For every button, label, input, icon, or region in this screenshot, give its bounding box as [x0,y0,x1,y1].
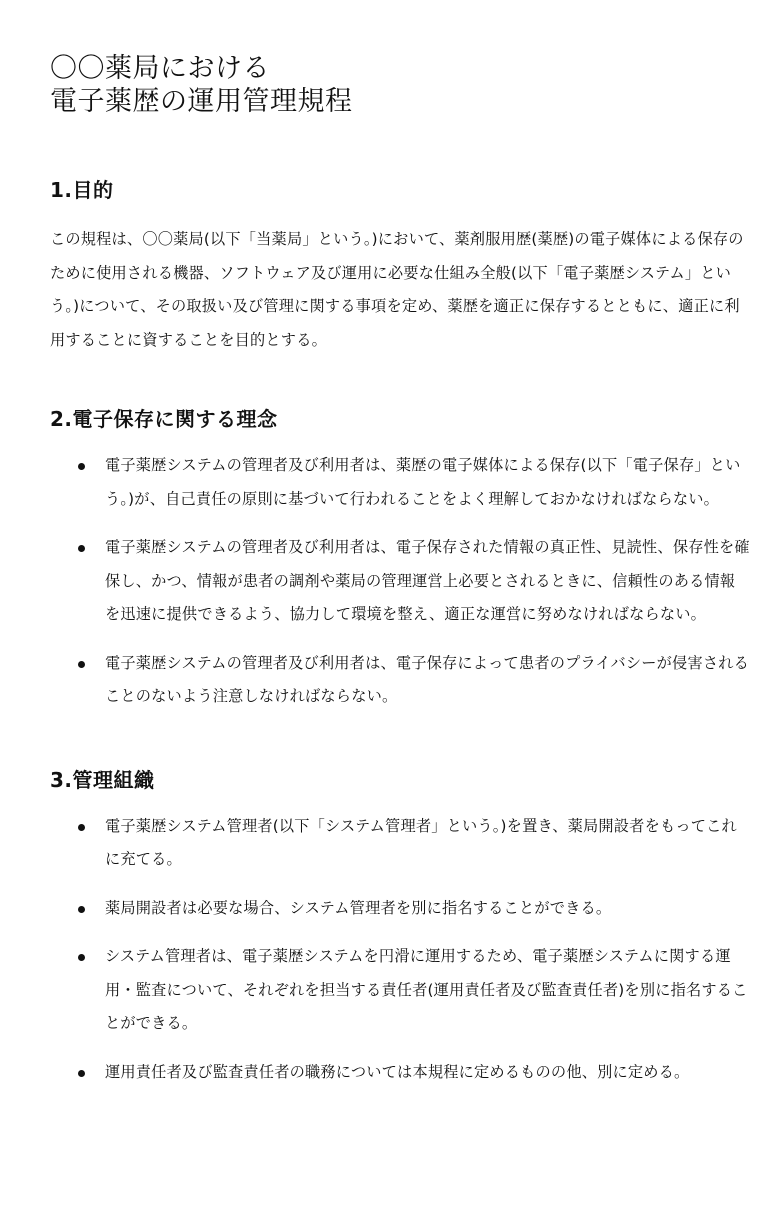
list-item [50,1056,750,1090]
list-item-text: 電子薬歴システムの管理者及び利用者は、電子保存によって患者のプライバシーが侵害されることのないよう注意しなければならない。 [105,653,749,705]
document-title-line-2: 電子薬歴の運用管理規程 [50,86,353,117]
document-title-line-1: 〇〇薬局における [50,53,270,84]
list-item-text: 薬局開設者は必要な場合、システム管理者を別に指名することができる。 [105,898,612,917]
bullet-icon [78,545,85,552]
list-item [50,531,750,632]
section-management-organization [50,768,750,1090]
bullet-icon [78,954,85,961]
list-item-text: 電子薬歴システムの管理者及び利用者は、電子保存された情報の真正性、見読性、保存性を確保し、かつ、情報が患者の調剤や薬局の管理運営上必要とされるときに、信頼性のある情報を迅速に提供できるよう、協力して環境を整え、適正な運営に努めなければならない。 [105,538,750,623]
list-item-text: システム管理者は、電子薬歴システムを円滑に運用するため、電子薬歴システムに関する運用・監査について、それぞれを担当する責任者(運用責任者及び監査責任者)を別に指名することができる。 [105,947,748,1032]
section-heading: 2.電子保存に関する理念 [50,407,278,431]
bullet-list [50,810,750,1090]
bullet-icon [78,906,85,913]
document-title [50,52,750,118]
section-heading: 1.目的 [50,178,114,202]
list-item [50,647,750,714]
bullet-icon [78,824,85,831]
bullet-icon [78,661,85,668]
list-item-text: 電子薬歴システム管理者(以下「システム管理者」という。)を置き、薬局開設者をもってこれに充てる。 [105,816,737,868]
list-item-text: 電子薬歴システムの管理者及び利用者は、薬歴の電子媒体による保存(以下「電子保存」という。)が、自己責任の原則に基づいて行われることをよく理解しておかなければならない。 [105,456,741,508]
list-item [50,892,750,926]
list-item-text: 運用責任者及び監査責任者の職務については本規程に定めるものの他、別に定める。 [105,1062,690,1081]
bullet-list [50,449,750,714]
list-item [50,940,750,1041]
section-philosophy [50,407,750,714]
section-heading: 3.管理組織 [50,767,155,792]
list-item [50,810,750,877]
bullet-icon [78,1070,85,1077]
bullet-icon [78,463,85,470]
list-item [50,449,750,516]
section-purpose [50,178,750,357]
section-paragraph: この規程は、〇〇薬局(以下「当薬局」という。)において、薬剤服用歴(薬歴)の電子媒体による保存のために使用される機器、ソフトウェア及び運用に必要な仕組み全般(以下「電子薬歴システム」という。)について、その取扱い及び管理に関する事項を定め、薬歴を適正に保存するとともに、適正に利用することに資することを目的とする。 [50,230,744,349]
